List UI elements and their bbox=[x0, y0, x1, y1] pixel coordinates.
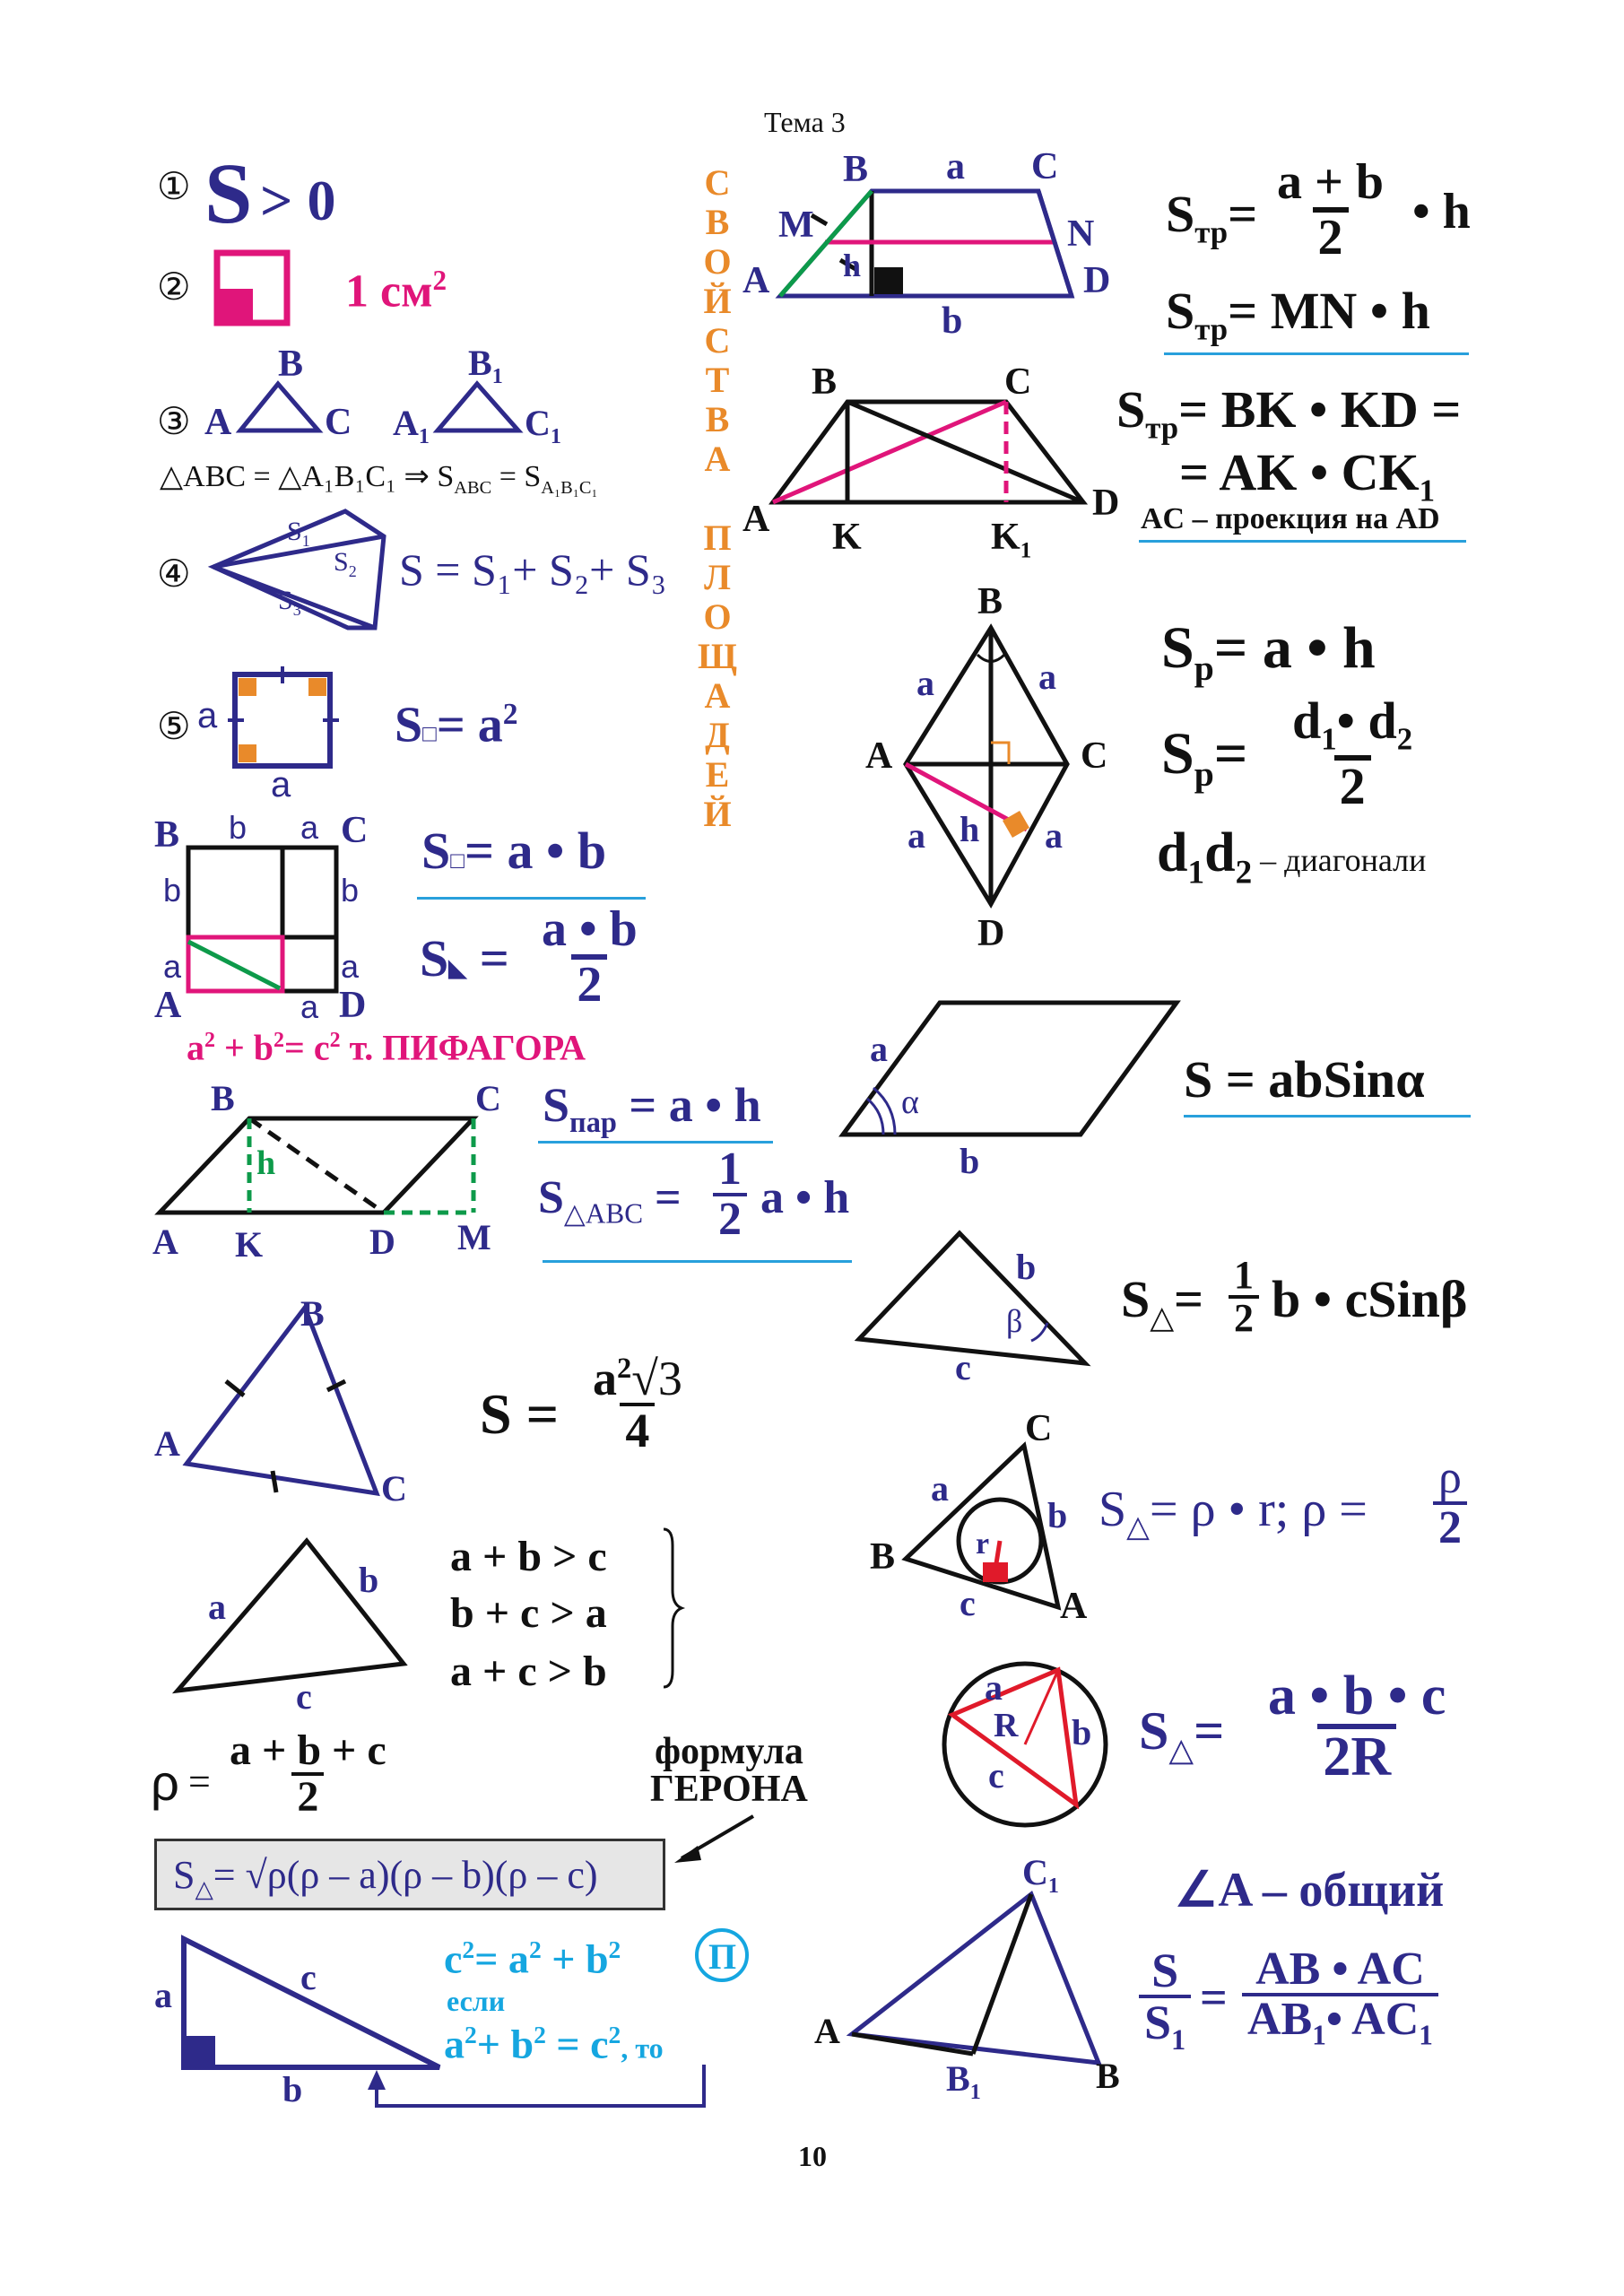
heron-title: формула ГЕРОНА bbox=[650, 1731, 808, 1810]
label-b: b bbox=[229, 809, 248, 846]
circumradius-fraction: $\frac{a • b • c}{2R}$ bbox=[1268, 1665, 1446, 1787]
label-c: c bbox=[955, 1347, 971, 1387]
label-M: M bbox=[457, 1217, 491, 1257]
title-letter: Л bbox=[704, 557, 731, 597]
parallelogram-figure-2 bbox=[843, 1003, 1177, 1135]
square-figure bbox=[228, 666, 339, 766]
trapezoid-area-s: $S_{тр}=$ bbox=[1166, 185, 1258, 250]
pythagoras-badge: П bbox=[708, 1936, 737, 1977]
triangle-abc-area: $S_{\triangle ABC}$ = bbox=[538, 1172, 682, 1230]
title-letter: О bbox=[703, 596, 732, 637]
label-c: c bbox=[988, 1755, 1004, 1796]
parallelogram-figure bbox=[160, 1118, 473, 1213]
heron-formula: $S_\triangle= √\rho(\rho - a)(\rho - b)(\rho - c)$ bbox=[173, 1853, 598, 1902]
label-a: a bbox=[1038, 657, 1056, 697]
unit-label: 1 $см^2$ bbox=[345, 265, 447, 317]
title-letter: В bbox=[705, 202, 730, 242]
label-B1: $B_1$ bbox=[468, 343, 503, 388]
heron-formula-box bbox=[154, 1839, 665, 1910]
label-A: A bbox=[814, 2011, 840, 2051]
label-a: a bbox=[163, 948, 182, 985]
label-C: C bbox=[475, 1078, 501, 1118]
label-A: A bbox=[865, 735, 893, 777]
pythagoras-line: $c^2= a^2 + b^2$ bbox=[444, 1935, 621, 1982]
label-A: A bbox=[743, 260, 770, 301]
topic-label: Тема 3 bbox=[764, 106, 846, 138]
circumradius-s: $S_\triangle=$ bbox=[1139, 1701, 1225, 1768]
label-B1: $B_1$ bbox=[946, 2058, 981, 2104]
label-b: b bbox=[359, 1560, 379, 1600]
label-b: b bbox=[1047, 1495, 1068, 1535]
label-h: h bbox=[256, 1144, 276, 1182]
label-b: b bbox=[1072, 1712, 1092, 1752]
label-C: C bbox=[325, 402, 352, 443]
label-C: C bbox=[1081, 735, 1108, 777]
common-angle-title: ∠A – общий bbox=[1175, 1863, 1445, 1917]
label-D: D bbox=[339, 985, 367, 1026]
label-b: b bbox=[1016, 1247, 1037, 1287]
trapezoid-figure-1 bbox=[780, 191, 1072, 296]
converse-line: $a^2+ b^2 = c^2$, то bbox=[444, 2021, 664, 2067]
unit-square-figure bbox=[217, 253, 287, 323]
label-S3: $S_3$ bbox=[278, 586, 301, 619]
trapezoid-area-fraction: $\frac{a + b}{2}$ bbox=[1277, 154, 1385, 265]
rhombus-diagonal-s: $S_р=$ bbox=[1161, 721, 1248, 795]
label-beta: β bbox=[1006, 1303, 1023, 1339]
label-a: a bbox=[985, 1667, 1003, 1708]
label-A: A bbox=[154, 985, 182, 1026]
label-C: C bbox=[1004, 361, 1032, 403]
title-letter: Й bbox=[703, 281, 732, 321]
label-C: C bbox=[341, 810, 369, 851]
triangle-abc-rest: a • h bbox=[760, 1172, 850, 1223]
title-letter: Д bbox=[705, 715, 730, 755]
label-a: a bbox=[197, 696, 218, 735]
label-K: K bbox=[832, 517, 862, 558]
area-ratio-right: $\frac{AB • AC}{AB_1• AC_1}$ bbox=[1242, 1946, 1438, 2049]
label-A: A bbox=[204, 402, 232, 443]
triangle-sine-half: $\frac{1}{2}$ bbox=[1229, 1256, 1259, 1338]
trapezoid-midline-formula: $S_{тр}=$ MN • h bbox=[1166, 282, 1430, 347]
half-fraction: $\frac{1}{2}$ bbox=[713, 1146, 747, 1243]
positive-condition: > 0 bbox=[260, 169, 336, 232]
label-M: M bbox=[778, 204, 814, 246]
title-letter: Й bbox=[703, 794, 732, 834]
area-ratio-left: $\frac{S}{S_1}$ bbox=[1139, 1946, 1191, 2055]
underline bbox=[543, 1260, 852, 1263]
sine-area-formula: S = abSinα bbox=[1184, 1050, 1425, 1109]
trapezoid-bk-formula: $S_{тр}=$ BK • KD = bbox=[1116, 380, 1462, 446]
right-triangle-area-fraction: $\frac{a • b}{2}$ bbox=[542, 901, 638, 1013]
common-angle-figure bbox=[852, 1894, 1099, 2063]
if-label: если bbox=[447, 1985, 506, 2017]
label-C: C bbox=[1025, 1408, 1053, 1449]
label-K1: $K_1$ bbox=[991, 517, 1032, 563]
underline bbox=[1184, 1115, 1471, 1118]
congruent-triangles bbox=[240, 384, 518, 430]
label-D: D bbox=[1083, 260, 1111, 301]
label-A: A bbox=[1060, 1586, 1088, 1627]
label-C1: $C_1$ bbox=[525, 403, 561, 448]
label-A1: $A_1$ bbox=[393, 403, 430, 448]
equilateral-figure bbox=[187, 1308, 377, 1493]
inequality-3: a + c > b bbox=[450, 1648, 607, 1695]
label-a: a bbox=[300, 809, 319, 846]
label-K: K bbox=[235, 1224, 264, 1265]
label-S2: $S_2$ bbox=[334, 547, 357, 580]
underline bbox=[1139, 540, 1466, 543]
label-b: b bbox=[942, 300, 963, 342]
right-triangle-area-s: S◣ = bbox=[420, 929, 509, 987]
title-letter: Т bbox=[705, 360, 730, 400]
item-number-3: ③ bbox=[157, 402, 191, 443]
semiperimeter-fraction: $\frac{a + b + c}{2}$ bbox=[230, 1726, 386, 1821]
label-b: b bbox=[341, 872, 360, 909]
label-D: D bbox=[369, 1222, 395, 1262]
underline bbox=[1164, 352, 1469, 355]
label-b: b bbox=[163, 872, 182, 909]
title-letter: П bbox=[703, 517, 732, 558]
label-D: D bbox=[977, 913, 1005, 954]
label-B: B bbox=[812, 361, 838, 403]
area-symbol: S bbox=[204, 145, 253, 241]
label-a: a bbox=[916, 663, 934, 703]
label-S1: $S_1$ bbox=[287, 517, 310, 550]
label-B: B bbox=[1096, 2056, 1120, 2096]
item-number-2: ② bbox=[157, 267, 191, 309]
equilateral-area-fraction: $\frac{a^2√3}{4}$ bbox=[593, 1352, 682, 1457]
side-title bbox=[690, 163, 744, 834]
diagonals-note: $d_1d_2$ – диагонали bbox=[1157, 822, 1427, 891]
item-number-1: ① bbox=[157, 167, 191, 208]
inequality-2: b + c > a bbox=[450, 1589, 607, 1637]
inequality-1: a + b > c bbox=[450, 1533, 607, 1580]
page-number: 10 bbox=[798, 2140, 827, 2172]
label-B: B bbox=[843, 149, 869, 190]
title-letter: С bbox=[704, 162, 731, 203]
congruence-formula: △ABC = △A₁B₁C₁ ⇒ $S_{ABC} = S_{A_1B_1C_1}$ bbox=[160, 460, 598, 498]
label-B: B bbox=[278, 344, 304, 385]
rhombus-area-formula: $S_р= a$ • h bbox=[1161, 615, 1376, 689]
rectangle-area-formula: S□= a • b bbox=[421, 822, 607, 880]
label-c: c bbox=[296, 1676, 312, 1717]
rectangle-figure bbox=[188, 848, 336, 991]
trapezoid-ak-formula: = AK • $CK_1$ bbox=[1179, 443, 1436, 509]
title-letter bbox=[690, 479, 744, 518]
label-r: r bbox=[976, 1527, 990, 1561]
heron-arrow bbox=[664, 1529, 753, 1863]
label-c: c bbox=[300, 1957, 317, 1997]
label-b: b bbox=[282, 2069, 303, 2109]
label-a: a bbox=[271, 765, 291, 804]
label-a: a bbox=[1045, 815, 1063, 856]
label-D: D bbox=[1092, 483, 1120, 524]
equilateral-area-s: S = bbox=[480, 1382, 560, 1446]
label-N: N bbox=[1067, 213, 1095, 255]
label-B: B bbox=[870, 1536, 896, 1578]
label-B: B bbox=[300, 1293, 325, 1334]
area-ratio-eq: = bbox=[1200, 1970, 1228, 2024]
label-A: A bbox=[154, 1423, 180, 1464]
label-C: C bbox=[1031, 146, 1059, 187]
label-a: a bbox=[341, 948, 360, 985]
label-a: a bbox=[931, 1468, 949, 1509]
triangle-sine-s: $S_\triangle=$ bbox=[1121, 1270, 1204, 1335]
sum-formula: S = S₁+ S₂+ S₃ bbox=[399, 544, 667, 595]
label-C: C bbox=[381, 1468, 407, 1509]
label-h: h bbox=[960, 809, 980, 849]
incircle-figure bbox=[906, 1446, 1058, 1607]
label-c: c bbox=[960, 1583, 976, 1623]
item-number-5: ⑤ bbox=[157, 707, 191, 748]
label-A: A bbox=[743, 499, 770, 540]
label-B: B bbox=[977, 581, 1003, 622]
projection-note: AC – проекция на AD bbox=[1141, 502, 1440, 535]
label-a: a bbox=[946, 146, 965, 187]
item-number-4: ④ bbox=[157, 554, 191, 596]
square-area-formula: S□= $a^2$ bbox=[395, 697, 518, 753]
label-b: b bbox=[960, 1141, 980, 1181]
label-a: a bbox=[154, 1975, 172, 2015]
title-letter: О bbox=[703, 241, 732, 282]
title-letter: А bbox=[704, 439, 731, 479]
pythagoras-heading: $a^2 + b^2= c^2$ т. ПИФАГОРА bbox=[187, 1027, 586, 1068]
label-a: a bbox=[908, 815, 925, 856]
title-letter: Е bbox=[705, 754, 730, 795]
title-letter: С bbox=[704, 320, 731, 361]
title-letter: Щ bbox=[698, 636, 737, 676]
underline bbox=[417, 897, 646, 900]
trapezoid-figure-2 bbox=[773, 402, 1083, 502]
label-R: R bbox=[994, 1707, 1019, 1744]
triangle-sine-rest: b • cSinβ bbox=[1272, 1270, 1468, 1328]
semiperimeter-rho: ρ bbox=[151, 1754, 179, 1811]
label-B: B bbox=[154, 814, 180, 856]
parallelogram-area-formula: $S_{пар} = a$ • h bbox=[543, 1078, 761, 1139]
triangle-sin-figure bbox=[859, 1233, 1085, 1363]
label-h: h bbox=[843, 248, 862, 283]
inradius-formula: $S_\triangle= \rho$ • r; ρ = bbox=[1099, 1482, 1368, 1544]
label-a: a bbox=[300, 988, 319, 1025]
label-C1: $C_1$ bbox=[1022, 1852, 1059, 1898]
label-A: A bbox=[152, 1222, 178, 1262]
inradius-fraction: $\frac{\rho}{2}$ bbox=[1433, 1455, 1467, 1552]
label-a: a bbox=[208, 1587, 226, 1627]
title-letter: А bbox=[704, 675, 731, 716]
title-letter: В bbox=[705, 399, 730, 439]
label-B: B bbox=[211, 1078, 235, 1118]
label-alpha: α bbox=[901, 1083, 919, 1121]
label-a: a bbox=[870, 1029, 888, 1069]
semiperimeter-eq: = bbox=[188, 1760, 211, 1804]
rhombus-diagonal-fraction: $\frac{d_1• d_2}{2}$ bbox=[1292, 691, 1413, 816]
trapezoid-area-rest: • h bbox=[1412, 184, 1471, 239]
